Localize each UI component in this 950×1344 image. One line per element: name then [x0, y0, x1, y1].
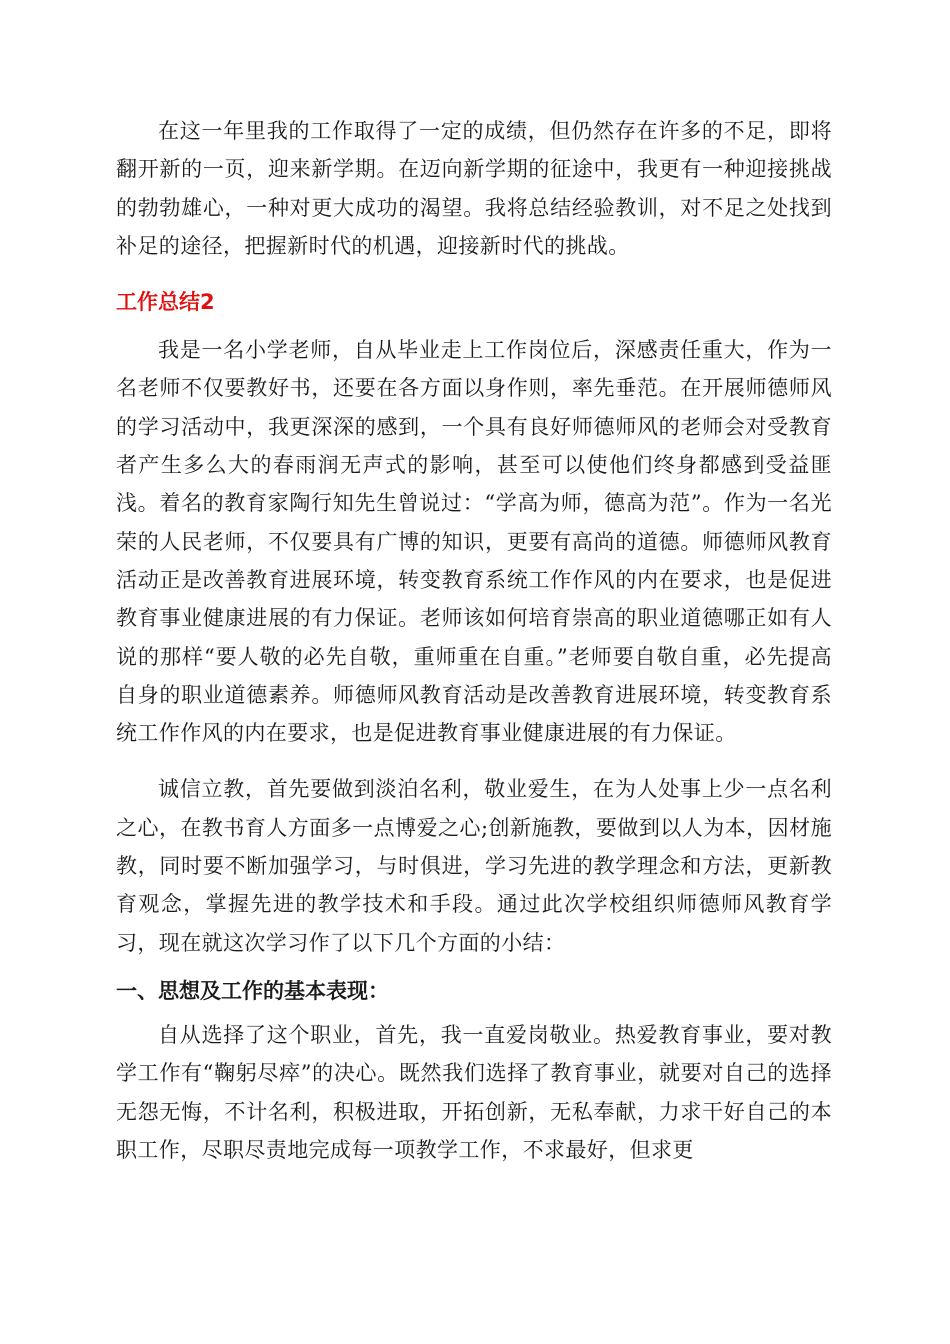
- section-heading-work-summary-2: 工作总结2: [116, 290, 215, 315]
- paragraph-spacer: [116, 752, 832, 770]
- paragraph-dedication: 自从选择了这个职业，首先，我一直爱岗敬业。热爱教育事业，要对教学工作有“鞠躬尽瘁”的决心。既然我们选择了教育事业，就要对自己的选择无怨无悔，不计名利，积极进取，开拓创新，无私奉献，力求干好自己的本职工作，尽职尽责地完成每一项教学工作，不求最好，但求更: [116, 1022, 832, 1162]
- paragraph-teacher-ethics: 我是一名小学老师，自从毕业走上工作岗位后，深感责任重大，作为一名老师不仅要教好书，还要在各方面以身作则，率先垂范。在开展师德师风的学习活动中，我更深深的感到，一个具有良好师德师风的老师会对受教育者产生多么大的春雨润无声式的影响，甚至可以使他们终身都感到受益匪浅。着名的教育家陶行知先生曾说过：“学高为师，德高为范”。作为一名光荣的人民老师，不仅要具有广博的知识，更要有高尚的道德。师德师风教育活动正是改善教育进展环境，转变教育系统工作作风的内在要求，也是促进教育事业健康进展的有力保证。老师该如何培育崇高的职业道德哪正如有人说的那样“要人敬的必先自敬，重师重在自重。”老师要自敬自重，必先提高自身的职业道德素养。师德师风教育活动是改善教育进展环境，转变教育系统工作作风的内在要求，也是促进教育事业健康进展的有力保证。: [116, 338, 832, 746]
- document-body: [116, 112, 832, 1169]
- paragraph-integrity: 诚信立教，首先要做到淡泊名利，敬业爱生，在为人处事上少一点名利之心，在教书育人方面多一点博爱之心;创新施教，要做到以人为本，因材施教，同时要不断加强学习，与时俱进，学习先进的教学理念和方法，更新教育观念，掌握先进的教学技术和手段。通过此次学校组织师德师风教育学习，现在就这次学习作了以下几个方面的小结：: [116, 777, 832, 955]
- paragraph-intro: 在这一年里我的工作取得了一定的成绩，但仍然存在许多的不足，即将翻开新的一页，迎来新学期。在迈向新学期的征途中，我更有一种迎接挑战的勃勃雄心，一种对更大成功的渴望。我将总结经验教训，对不足之处找到补足的途径，把握新时代的机遇，迎接新时代的挑战。: [116, 119, 832, 258]
- section-heading-basic-performance: 一、思想及工作的基本表现：: [116, 978, 389, 1003]
